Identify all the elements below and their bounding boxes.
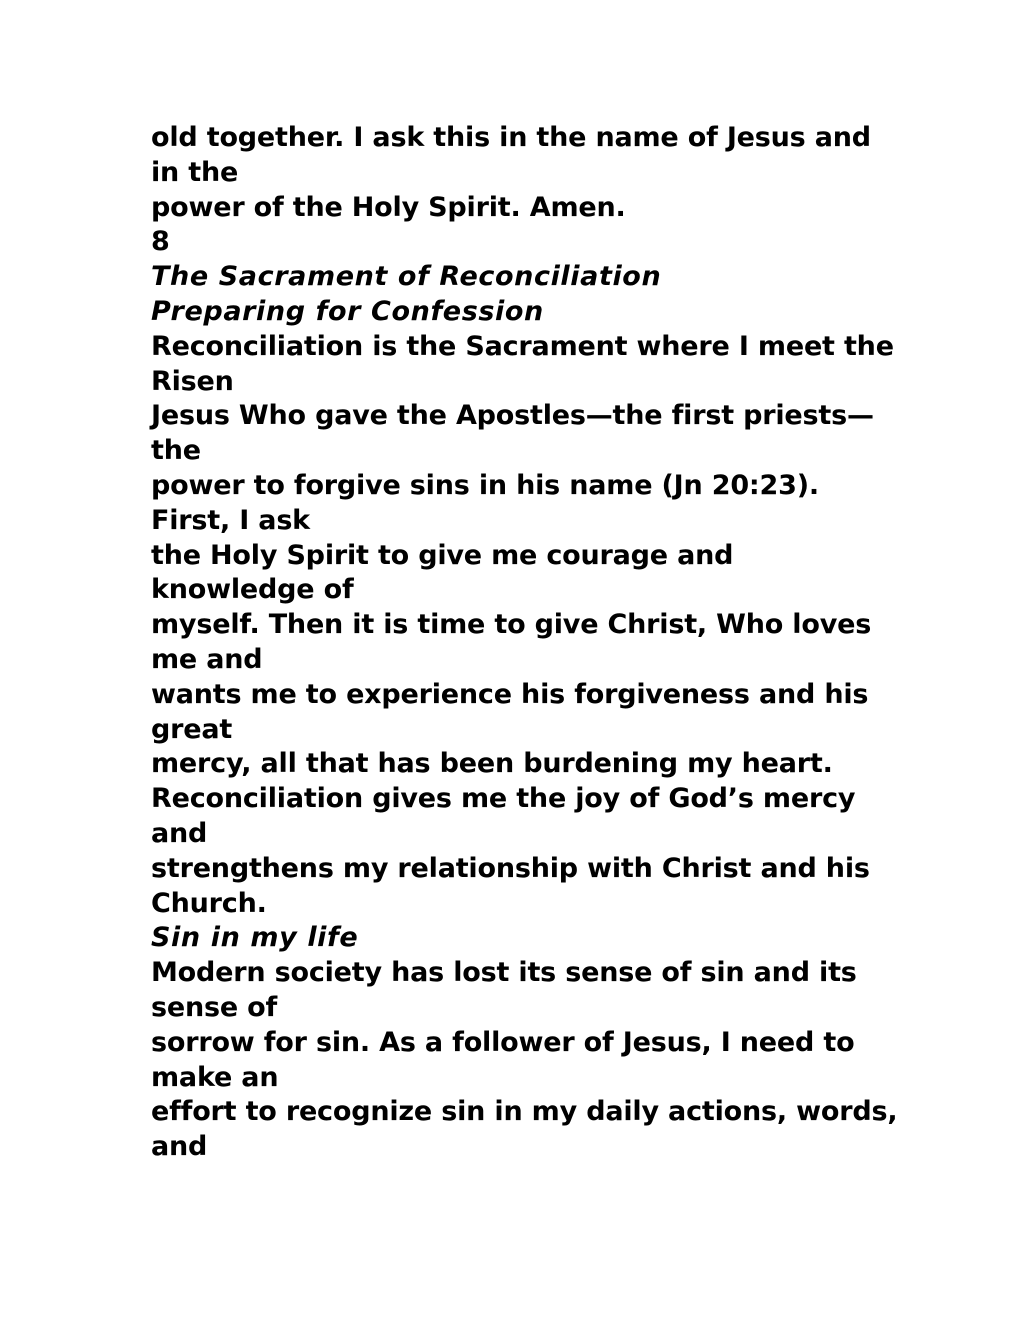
body-text-line: and <box>151 1131 208 1163</box>
body-text-line: Risen <box>151 365 234 397</box>
body-text-line: old together. I ask this in the name of Jesus and <box>151 122 871 153</box>
body-text-line: the <box>151 435 201 467</box>
document-page <box>151 121 898 1165</box>
body-text-line: in the <box>151 156 239 188</box>
body-text-line: Reconciliation gives me the joy of God’s mercy <box>151 783 856 815</box>
body-text-line: Church. <box>151 887 267 919</box>
page-number: 8 <box>151 226 170 258</box>
section-title: The Sacrament of Reconciliation <box>151 261 662 293</box>
body-text-line: Jesus Who gave the Apostles—the first priests— <box>151 400 874 432</box>
body-text-line: strengthens my relationship with Christ and his <box>151 852 870 884</box>
body-text-line: power to forgive sins in his name (Jn 20:23). <box>151 469 819 501</box>
body-text-line: great <box>151 713 233 745</box>
body-text-line: sense of <box>151 991 278 1023</box>
body-text-line: power of the Holy Spirit. Amen. <box>151 191 626 223</box>
body-text-line: effort to recognize sin in my daily actions, words, <box>151 1096 898 1128</box>
body-text-line: Reconciliation is the Sacrament where I meet the <box>151 330 894 362</box>
section-subtitle: Preparing for Confession <box>151 295 544 327</box>
body-text-line: the Holy Spirit to give me courage and <box>151 539 734 571</box>
body-text-line: wants me to experience his forgiveness and his <box>151 678 869 710</box>
body-text-line: make an <box>151 1061 279 1093</box>
body-text-line: me and <box>151 643 263 675</box>
body-text-line: First, I ask <box>151 504 310 536</box>
body-text-line: myself. Then it is time to give Christ, Who loves <box>151 609 872 641</box>
body-text-line: and <box>151 817 208 849</box>
body-text-line: knowledge of <box>151 574 354 606</box>
body-text-line: sorrow for sin. As a follower of Jesus, I need to <box>151 1026 855 1058</box>
body-text-line: Modern society has lost its sense of sin and its <box>151 957 857 989</box>
subsection-heading: Sin in my life <box>151 922 359 954</box>
body-text-line: mercy, all that has been burdening my heart. <box>151 748 833 780</box>
